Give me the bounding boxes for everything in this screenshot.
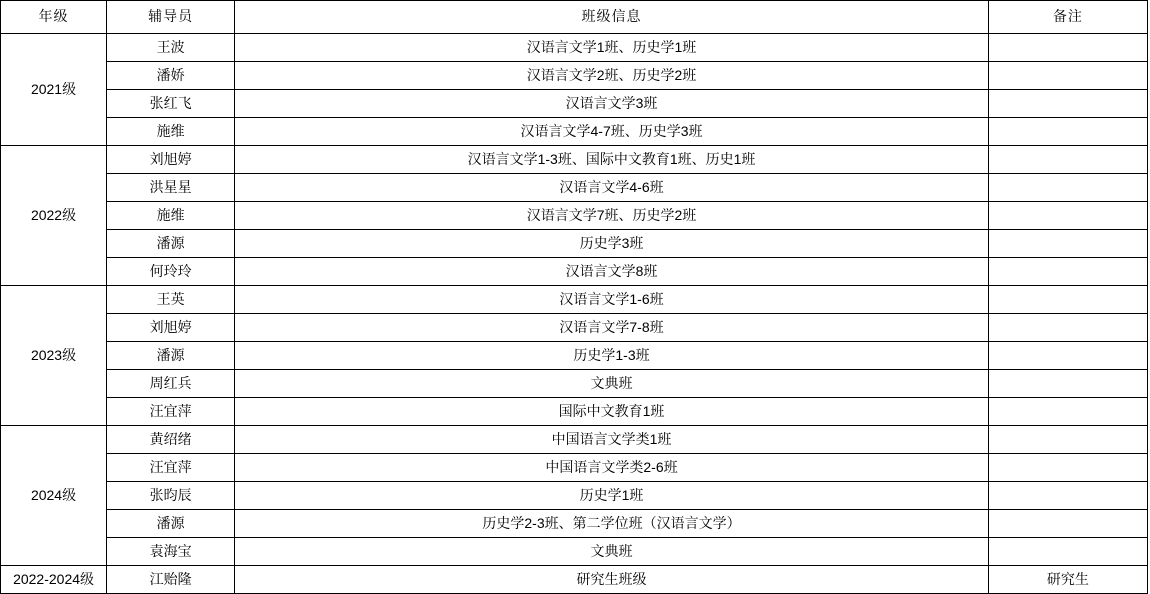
table-row	[1, 426, 1148, 454]
table-row	[1, 538, 1148, 566]
table-row	[1, 370, 1148, 398]
remark-cell	[988, 510, 1147, 538]
classes-cell: 汉语言文学1-3班、国际中文教育1班、历史1班	[235, 146, 989, 174]
grade-cell: 2021级	[1, 34, 107, 146]
table-header	[1, 1, 1148, 34]
classes-cell: 汉语言文学2班、历史学2班	[235, 62, 989, 90]
counselor-cell: 刘旭婷	[107, 146, 235, 174]
remark-cell	[988, 370, 1147, 398]
classes-cell: 历史学1-3班	[235, 342, 989, 370]
header-classes: 班级信息	[235, 1, 989, 34]
remark-cell: 研究生	[988, 566, 1147, 594]
counselor-cell: 王波	[107, 34, 235, 62]
counselor-cell: 潘源	[107, 230, 235, 258]
remark-cell	[988, 174, 1147, 202]
table-row	[1, 230, 1148, 258]
remark-cell	[988, 286, 1147, 314]
table-row	[1, 174, 1148, 202]
classes-cell: 汉语言文学7班、历史学2班	[235, 202, 989, 230]
remark-cell	[988, 258, 1147, 286]
grade-cell: 2023级	[1, 286, 107, 426]
classes-cell: 历史学3班	[235, 230, 989, 258]
header-counselor: 辅导员	[107, 1, 235, 34]
table-row	[1, 454, 1148, 482]
classes-cell: 汉语言文学3班	[235, 90, 989, 118]
remark-cell	[988, 398, 1147, 426]
classes-cell: 汉语言文学1班、历史学1班	[235, 34, 989, 62]
header-grade: 年级	[1, 1, 107, 34]
grade-cell: 2024级	[1, 426, 107, 566]
remark-cell	[988, 314, 1147, 342]
table-row	[1, 286, 1148, 314]
classes-cell: 中国语言文学类2-6班	[235, 454, 989, 482]
remark-cell	[988, 454, 1147, 482]
remark-cell	[988, 202, 1147, 230]
classes-cell: 历史学1班	[235, 482, 989, 510]
remark-cell	[988, 34, 1147, 62]
remark-cell	[988, 342, 1147, 370]
counselor-cell: 张昀辰	[107, 482, 235, 510]
remark-cell	[988, 90, 1147, 118]
classes-cell: 历史学2-3班、第二学位班（汉语言文学）	[235, 510, 989, 538]
classes-cell: 研究生班级	[235, 566, 989, 594]
table-row	[1, 510, 1148, 538]
classes-cell: 文典班	[235, 370, 989, 398]
remark-cell	[988, 538, 1147, 566]
classes-cell: 汉语言文学1-6班	[235, 286, 989, 314]
table-body	[1, 34, 1148, 594]
counselor-cell: 张红飞	[107, 90, 235, 118]
counselor-cell: 潘源	[107, 342, 235, 370]
counselor-cell: 潘娇	[107, 62, 235, 90]
table-row	[1, 342, 1148, 370]
classes-cell: 汉语言文学4-7班、历史学3班	[235, 118, 989, 146]
counselor-cell: 洪星星	[107, 174, 235, 202]
classes-cell: 国际中文教育1班	[235, 398, 989, 426]
table-row	[1, 482, 1148, 510]
header-remark: 备注	[988, 1, 1147, 34]
table-row	[1, 118, 1148, 146]
remark-cell	[988, 62, 1147, 90]
counselor-cell: 施维	[107, 202, 235, 230]
counselor-cell: 袁海宝	[107, 538, 235, 566]
table-row	[1, 62, 1148, 90]
counselor-cell: 刘旭婷	[107, 314, 235, 342]
table-row	[1, 566, 1148, 594]
counselor-cell: 潘源	[107, 510, 235, 538]
classes-cell: 文典班	[235, 538, 989, 566]
grade-cell: 2022-2024级	[1, 566, 107, 594]
remark-cell	[988, 426, 1147, 454]
classes-cell: 汉语言文学8班	[235, 258, 989, 286]
remark-cell	[988, 146, 1147, 174]
table-row	[1, 90, 1148, 118]
counselor-cell: 江贻隆	[107, 566, 235, 594]
table-row	[1, 314, 1148, 342]
counselor-cell: 黄绍绪	[107, 426, 235, 454]
classes-cell: 中国语言文学类1班	[235, 426, 989, 454]
counselor-cell: 何玲玲	[107, 258, 235, 286]
counselor-cell: 施维	[107, 118, 235, 146]
remark-cell	[988, 230, 1147, 258]
table-row	[1, 34, 1148, 62]
counselor-cell: 周红兵	[107, 370, 235, 398]
table-row	[1, 146, 1148, 174]
remark-cell	[988, 118, 1147, 146]
table-row	[1, 258, 1148, 286]
header-row	[1, 1, 1148, 34]
table-row	[1, 398, 1148, 426]
counselor-cell: 王英	[107, 286, 235, 314]
counselor-cell: 汪宜萍	[107, 398, 235, 426]
classes-cell: 汉语言文学4-6班	[235, 174, 989, 202]
table-row	[1, 202, 1148, 230]
classes-cell: 汉语言文学7-8班	[235, 314, 989, 342]
grade-cell: 2022级	[1, 146, 107, 286]
remark-cell	[988, 482, 1147, 510]
counselor-cell: 汪宜萍	[107, 454, 235, 482]
